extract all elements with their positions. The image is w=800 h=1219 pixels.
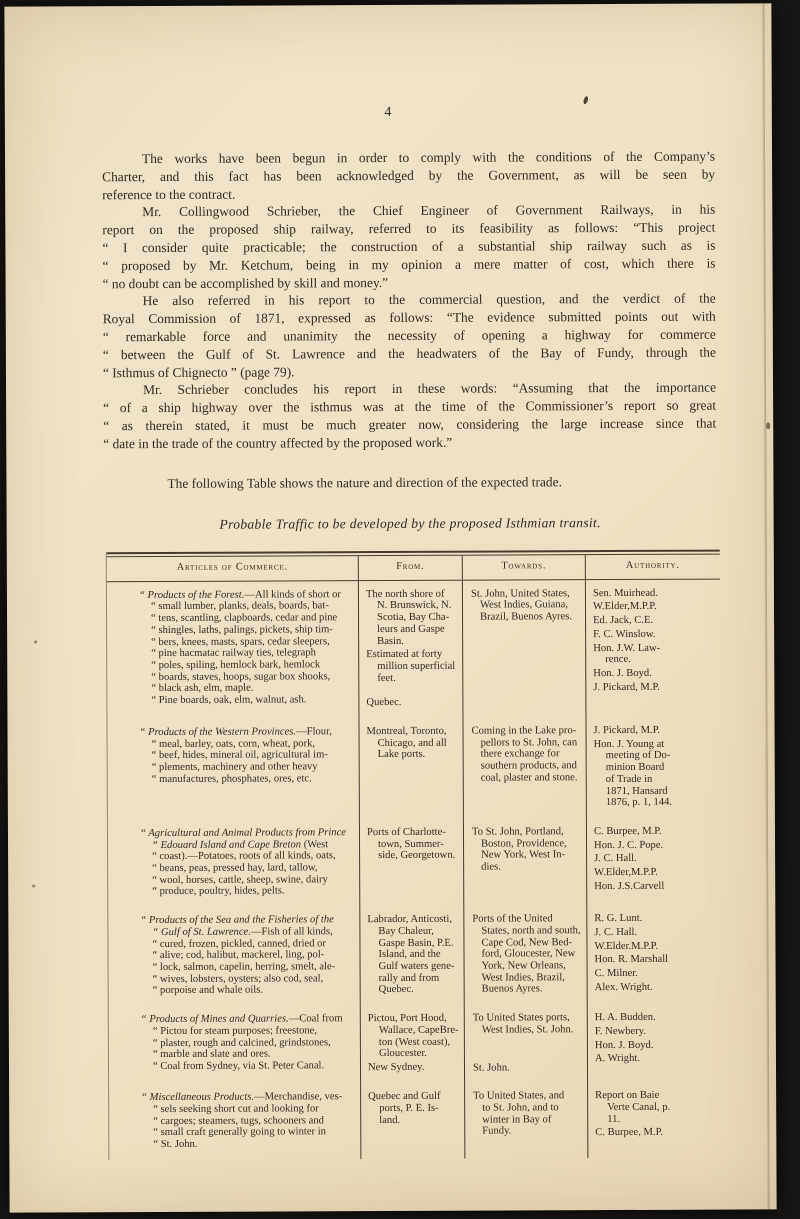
articles-lead: “ Products of the Western Provinces. <box>139 726 297 739</box>
authority-cell <box>585 717 720 819</box>
towards-cell <box>463 818 586 906</box>
articles-cell <box>107 718 358 820</box>
articles-body: —Fish of all kinds, “ cured, frozen, pickled, canned, dried or “ alive; cod, halibut, mackerel, ling, pol- “ lock, salmon, capelin, herring, smelt, ale- “ wives, lobsters, oysters; also cod, seal, “ porpoise and whale oils. <box>152 926 336 997</box>
articles-lead: “ Products of the Sea and the Fisheries of the “ Gulf of St. Lawrence. <box>140 914 334 938</box>
articles-body: —All kinds of short or “ small lumber, planks, deals, boards, bat- “ tens, scantling, clapboards, cedar and pine “ shingles, laths, palings, pickets, ship tim- “ bers, knees, masts, spars, cedar sleepers, “ pine hacmatac railway ties, telegraph “ poles, spiling, hemlock bark, hemlock “ boards, staves, hoops, sugar box shooks, “ black ash, elm, maple. “ Pine boards, oak, elm, walnut, ash. <box>150 588 341 707</box>
table-row <box>108 905 721 1007</box>
from-text: Quebec. <box>366 697 402 709</box>
towards-cell <box>464 1082 587 1158</box>
articles-lead: “ Products of Mines and Quarries. <box>140 1013 289 1026</box>
authority-entry: Hon. J. C. Pope. <box>594 839 664 851</box>
authority-entry: R. G. Lunt. <box>594 913 643 925</box>
paragraph-text: The works have been begun in order to comply with the conditions of the Company’s Charter, and this fact has been acknowledged by the Government, as will be seen by <box>102 148 716 185</box>
authority-entry: Hon. J.S.Carvell <box>594 880 665 892</box>
table-row <box>108 818 721 908</box>
articles-body: —Coal from “ Pictou for steam purposes; freestone, “ plaster, rough and calcined, grindstones, “ marble and slate and ores. “ Coal from Sydney, via St. Peter Canal. <box>152 1013 343 1072</box>
table-row <box>109 1082 722 1160</box>
authority-entry: Hon. J. Boyd. <box>594 1039 654 1051</box>
authority-cell <box>585 579 721 717</box>
articles-body: (West “ coast).—Potatoes, roots of all kinds, oats, “ beans, peas, pressed hay, lard, tallow, “ wool, horses, cattle, sheep, swine, dairy “ produce, poultry, hides, pelts. <box>152 838 336 898</box>
towards-cell <box>464 1004 587 1083</box>
authority-cell <box>587 1082 722 1158</box>
authority-entry: Ed. Jack, C.E. <box>593 614 654 627</box>
authority-entry: Report on Baie Verte Canal, p. 11. <box>595 1090 671 1125</box>
ink-speck <box>32 885 35 888</box>
articles-cell <box>108 906 359 1006</box>
from-text: Estimated at forty million superficial feet. <box>366 648 456 684</box>
authority-entry: W.Elder.M.P.P. <box>594 940 658 952</box>
paragraph <box>102 148 715 204</box>
from-cell <box>358 718 462 819</box>
from-text: Ports of Charlotte- town, Summer- side, Georgetown. <box>366 826 456 862</box>
towards-text: Ports of the United States, north and south, Cape Cod, New Bed- ford, Gloucester, New York, New Orleans, West Indies, Brazil, Buenos Ayres. <box>472 913 581 995</box>
towards-text: To United States, and to St. John, and to winter in Bay of Fundy. <box>473 1090 565 1137</box>
articles-cell <box>109 1005 360 1084</box>
paragraph-text: Mr. Schrieber concludes his report in these words: “Assuming that the importance “ of a ship highway over the isthmus was at the time of the Commissioner’s report so great “ as therein stated, it must be much greater now, considering the large increase since that <box>103 379 717 434</box>
paragraph-text: He also referred in his report to the commercial question, and the verdict of the Royal Commission of 1871, expressed as follows: “The evidence submitted points out with “ remarkable force and unanimity the necessity of opening a highway for commerce “ between the Gulf of St. Lawrence and the headwaters of the Bay of Fundy, through the <box>102 290 716 363</box>
towards-text: To St. John, Portland, Boston, Providence, New York, West In- dies. <box>471 826 567 873</box>
table-caption: Probable Traffic to be developed by the proposed Isthmian transit. <box>219 515 601 532</box>
towards-cell <box>463 905 586 1004</box>
column-header-articles: Articles of Commerce. <box>176 561 288 573</box>
column-header-authority: Authority. <box>585 555 720 579</box>
from-cell <box>360 1005 464 1084</box>
authority-entry: A. Wright. <box>594 1053 640 1065</box>
paragraph-text: Mr. Collingwood Schrieber, the Chief Engineer of Government Railways, in his report on the proposed ship railway, referred to its feasibility as follows: “This project “ I consider quite practicable; the construction of a substantial ship railway such as is “ proposed by Mr. Ketchum, being in my opinion a mere matter of cost, which there is <box>102 201 716 274</box>
articles-cell <box>107 581 359 719</box>
authority-entry: J. Pickard, M.P. <box>593 724 661 737</box>
paragraph <box>103 290 716 382</box>
column-header-from: From. <box>358 556 462 580</box>
authority-cell <box>586 818 721 906</box>
authority-cell <box>586 905 721 1005</box>
from-text: New Sydney. <box>367 1061 425 1074</box>
from-cell <box>360 1083 464 1159</box>
body-text <box>102 148 716 453</box>
table-row <box>107 717 720 821</box>
authority-entry: C. Milner. <box>594 967 638 980</box>
from-cell <box>359 819 463 907</box>
articles-lead: “ Products of the Forest. <box>138 589 245 601</box>
authority-entry: Hon. J.W. Law- rence. <box>593 642 661 666</box>
authority-entry: C. Burpee, M.P. <box>593 825 662 838</box>
authority-entry: C. Burpee, M.P. <box>595 1127 664 1139</box>
from-cell <box>358 580 463 718</box>
paragraph-text: “ Isthmus of Chignecto ” (page 79). <box>102 363 295 380</box>
paper-sheet <box>4 3 776 1212</box>
towards-cell <box>462 580 586 718</box>
table-header-row <box>107 555 720 582</box>
authority-entry: F. C. Winslow. <box>593 628 656 640</box>
authority-entry: J. Pickard, M.P. <box>593 681 660 693</box>
towards-text: To United States ports, West Indies, St. John. <box>472 1012 574 1036</box>
paragraph <box>103 379 716 453</box>
page-edge-crease <box>761 3 769 1209</box>
from-text: Labrador, Anticosti, Bay Chaleur, Gaspe Basin, P.E. Island, and the Gulf waters gene- rally and from Quebec. <box>367 913 455 996</box>
table-intro: The following Table shows the nature and direction of the expected trade. <box>167 474 562 491</box>
from-cell <box>359 906 463 1005</box>
articles-lead: “ Agricultural and Animal Products from Prince “ Edouard Island and Cape Breton <box>139 827 347 851</box>
table-row <box>107 579 721 719</box>
authority-entry: Hon. J. Young at meeting of Do- minion Board of Trade in 1871, Hansard 1876, p. 1, 144. <box>593 738 673 809</box>
from-text: The north shore of N. Brunswick, N. Scotia, Bay Cha- leurs and Gaspe Basin. <box>365 588 452 647</box>
from-text: Pictou, Port Hood, Wallace, CapeBre- ton (West coast), Gloucester. <box>367 1012 459 1060</box>
authority-entry: Sen. Muirhead. <box>592 587 658 599</box>
ink-speck <box>34 641 37 644</box>
paragraph-text: “ no doubt can be accomplished by skill and money.” <box>102 274 389 291</box>
traffic-table <box>106 550 723 1160</box>
authority-entry: F. Newbery. <box>594 1025 647 1037</box>
authority-entry: J. C. Hall. <box>594 853 637 865</box>
paragraph-text: “ date in the trade of the country affected by the proposed work.” <box>103 434 453 452</box>
articles-cell <box>109 1083 360 1160</box>
authority-entry: W.Elder,M.P.P. <box>594 866 658 879</box>
from-text: Montreal, Toronto, Chicago, and all Lake ports. <box>366 725 447 761</box>
towards-text: St. John, United States, West Indies, Guiana, Brazil, Buenos Ayres. <box>470 587 573 623</box>
articles-body: —Merchandise, ves- “ sels seeking short cut and looking for “ cargoes; steamers, tugs, schooners and “ small craft generally going to winter in “ St. John. <box>153 1091 343 1151</box>
authority-entry: H. A. Budden. <box>594 1011 656 1024</box>
authority-entry: J. C. Hall. <box>594 926 638 938</box>
paragraph <box>102 201 715 293</box>
from-text: Quebec and Gulf ports, P. E. Is- land. <box>368 1090 441 1126</box>
authority-entry: Hon. R. Marshall <box>594 954 669 966</box>
articles-body: —Flour, “ meal, barley, oats, corn, wheat, pork, “ beef, hides, mineral oil, agricultural im- “ plements, machinery and other heavy “ manufactures, phosphates, ores, etc. <box>151 726 332 785</box>
towards-text: St. John. <box>472 1061 510 1074</box>
articles-lead: “ Miscellaneous Products. <box>141 1091 255 1104</box>
authority-entry: Hon. J. Boyd. <box>593 667 652 680</box>
towards-text: Coming in the Lake pro- pellors to St. John, can there exchange for southern products, and coal, plaster and stone. <box>471 725 578 784</box>
authority-entry: W.Elder,M.P.P. <box>592 601 657 613</box>
table-row <box>109 1004 722 1085</box>
page-number: 4 <box>384 104 393 121</box>
ink-speck <box>766 422 770 429</box>
paragraph-text: reference to the contract. <box>102 186 236 202</box>
column-header-towards: Towards. <box>462 555 585 579</box>
authority-entry: Alex. Wright. <box>594 981 653 993</box>
towards-cell <box>462 717 585 818</box>
authority-cell <box>587 1004 722 1083</box>
articles-cell <box>108 819 359 907</box>
